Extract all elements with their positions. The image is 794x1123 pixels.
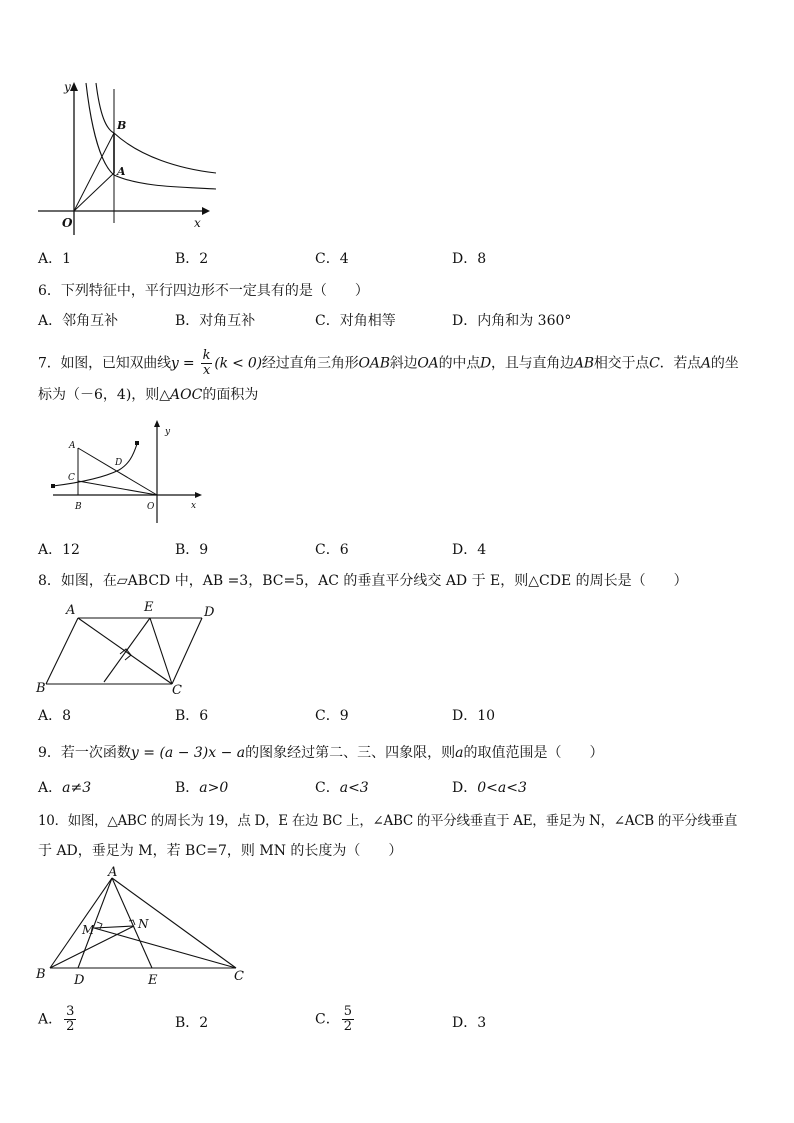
q6-option-a[interactable]: A．邻角互补	[38, 313, 119, 329]
q9-option-d[interactable]: D．0<a<3	[452, 780, 527, 796]
fig5-label-y: y	[64, 80, 71, 94]
q8-option-b[interactable]: B．6	[175, 708, 209, 724]
fig10-label-c: C	[234, 969, 244, 984]
fig10-label-n: N	[138, 917, 149, 931]
q5-option-b[interactable]: B．2	[175, 251, 209, 267]
fig10-label-b: B	[36, 967, 46, 982]
q5-option-d[interactable]: D．8	[452, 251, 487, 267]
q6-stem: 6．下列特征中，平行四边形不一定具有的是（ ）	[38, 283, 369, 299]
q9-option-b[interactable]: B．a>0	[175, 780, 229, 796]
fig8-label-c: C	[172, 683, 182, 698]
q8-option-c[interactable]: C．9	[315, 708, 349, 724]
q7-option-c[interactable]: C．6	[315, 542, 349, 558]
fig5-label-o: O	[62, 216, 73, 230]
fig7-label-y: y	[165, 427, 171, 437]
fig7-label-x: x	[191, 501, 197, 511]
q5-option-a[interactable]: A．1	[38, 251, 72, 267]
fig5-label-a: A	[117, 165, 126, 178]
q6-option-b[interactable]: B．对角互补	[175, 313, 256, 329]
q10-option-b[interactable]: B．2	[175, 1015, 209, 1031]
q8-stem: 8．如图，在▱ABCD 中，AB =3，BC=5，AC 的垂直平分线交 AD 于 E，则△CDE 的周长是（ ）	[38, 573, 688, 589]
q8-option-d[interactable]: D．10	[452, 708, 496, 724]
q6-option-c[interactable]: C．对角相等	[315, 313, 396, 329]
q7-option-b[interactable]: B．9	[175, 542, 209, 558]
q8-option-a[interactable]: A．8	[38, 708, 72, 724]
q10-option-a[interactable]: A． $\frac{3}{2}$	[38, 1004, 75, 1034]
fig7-label-b: B	[75, 502, 82, 512]
fig7-label-c: C	[68, 473, 75, 483]
fig7-label-d: D	[115, 458, 123, 468]
q7-figure	[45, 418, 210, 528]
fig10-label-d: D	[74, 973, 85, 988]
q10-stem-line1: 10．如图，△ABC 的周长为 19，点 D，E 在边 BC 上，∠ABC 的平分线垂直于 AE，垂足为 N，∠ACB 的平分线垂直	[38, 813, 738, 829]
q5-figure	[30, 75, 220, 240]
q7-option-d[interactable]: D．4	[452, 542, 487, 558]
fig8-label-b: B	[36, 681, 46, 696]
q9-option-c[interactable]: C．a<3	[315, 780, 369, 796]
q7-stem-line2: 标为（－6，4)，则△AOC的面积为	[38, 387, 259, 403]
q7-stem-line1: 7．如图，已知双曲线y = $\frac{k}{x}$ (k < 0)经过直角三角形OAB斜边OA的中点D，且与直角边AB相交于点C．若点A的坐	[38, 348, 739, 378]
fig10-label-a: A	[108, 865, 118, 880]
fig10-label-e: E	[148, 973, 158, 988]
q10-figure	[30, 866, 255, 991]
fig7-label-o: O	[147, 502, 155, 512]
q10-stem-line2: 于 AD，垂足为 M，若 BC=7，则 MN 的长度为（ ）	[38, 843, 403, 859]
q10-option-d[interactable]: D．3	[452, 1015, 487, 1031]
fig5-label-x: x	[194, 216, 201, 230]
fig7-label-a: A	[69, 441, 76, 451]
q9-stem: 9．若一次函数y = (a − 3)x − a的图象经过第二、三、四象限，则a的取值范围是（ ）	[38, 745, 604, 761]
q9-option-a[interactable]: A．a≠3	[38, 780, 92, 796]
fig5-label-b: B	[117, 119, 127, 132]
q8-figure	[32, 598, 232, 698]
q10-option-c[interactable]: C． $\frac{5}{2}$	[315, 1004, 352, 1034]
fig8-label-d: D	[204, 605, 215, 620]
q5-option-c[interactable]: C．4	[315, 251, 349, 267]
q6-option-d[interactable]: D．内角和为 360°	[452, 313, 572, 329]
fig8-label-e: E	[144, 600, 154, 615]
q7-option-a[interactable]: A．12	[38, 542, 80, 558]
fig10-label-m: M	[82, 923, 95, 937]
fig8-label-a: A	[66, 603, 76, 618]
